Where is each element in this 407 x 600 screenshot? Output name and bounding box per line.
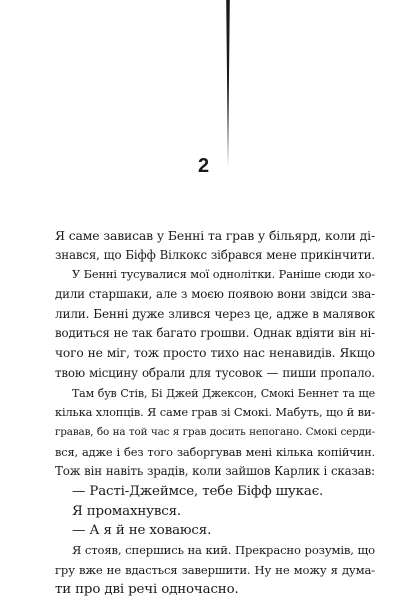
text-line: Я саме зависав у Бенні та грав у більярд, коли ді- <box>55 228 375 243</box>
text-line: чого не міг, тож просто тихо нас ненавидів. Якщо <box>55 346 375 361</box>
text-line: Я стояв, спершись на кий. Прекрасно розумів, що <box>72 543 375 557</box>
text-line: — А я й не ховаюся. <box>72 523 212 539</box>
text-line: вся, адже і без того заборгував мені кілька копійчин. <box>55 444 375 459</box>
text-line: лили. Бенні дуже злився через це, адже в малявок <box>55 306 375 321</box>
text-line: Я промахнувся. <box>72 503 182 519</box>
text-line: ти про дві речі одночасно. <box>55 582 239 598</box>
text-line: гру вже не вдасться завершити. Ну не можу я дума- <box>55 562 375 577</box>
text-line: водиться не так багато грошви. Однак вдіяти він ні- <box>55 326 375 341</box>
chapter-ornament-line <box>226 0 230 168</box>
chapter-number: 2 <box>197 155 210 177</box>
text-line: твою місцину обрали для тусовок — пиши пропало. <box>55 365 375 380</box>
body-text <box>55 226 375 600</box>
ornament-line-graphic <box>226 0 230 168</box>
text-line: Там був Стів, Бі Джей Джексон, Смокі Беннет та ще <box>72 386 375 400</box>
text-line: У Бенні тусувалися мої однолітки. Раніше сюди хо- <box>72 267 375 282</box>
text-line: кілька хлопців. Я саме грав зі Смокі. Мабуть, що й ви- <box>55 405 375 420</box>
text-line: дили старшаки, але з моєю появою вони звідси зва- <box>55 287 375 302</box>
text-line: гравав, бо на той час я грав досить непогано. Смокі серди- <box>55 425 375 438</box>
text-line: Тож він навіть зрадів, коли зайшов Карлик і сказав: <box>55 464 375 479</box>
text-line: — Расті-Джеймсе, тебе Біфф шукає. <box>72 483 324 499</box>
text-line: знався, що Біфф Вілкокс зібрався мене прикінчити. <box>55 247 375 262</box>
